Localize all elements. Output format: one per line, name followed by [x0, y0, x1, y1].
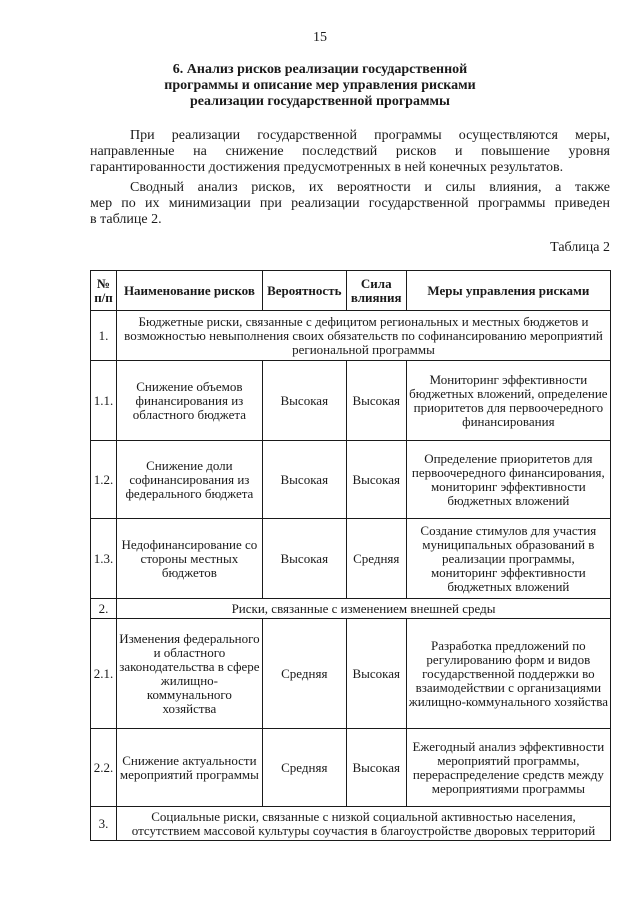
table-caption: Таблица 2 — [550, 240, 610, 255]
risk-impact: Высокая — [346, 441, 406, 519]
paragraph-measures — [90, 128, 610, 176]
page-number: 15 — [313, 30, 327, 45]
section-number: 3. — [91, 807, 117, 841]
row-number: 1.1. — [91, 361, 117, 441]
table-row — [91, 619, 611, 729]
risk-impact: Высокая — [346, 361, 406, 441]
risk-probability: Высокая — [262, 519, 346, 599]
risk-probability: Высокая — [262, 441, 346, 519]
risk-name: Снижение объемов финансирования из областного бюджета — [116, 361, 262, 441]
heading-line: программы и описание мер управления рисками — [164, 78, 476, 93]
section-number: 1. — [91, 311, 117, 361]
paragraph-line: в таблице 2. — [90, 212, 162, 227]
risk-name: Снижение актуальности мероприятий программы — [116, 729, 262, 807]
risk-impact: Высокая — [346, 729, 406, 807]
section-title: Бюджетные риски, связанные с дефицитом региональных и местных бюджетов и возможностью невыполнения своих обязательств по софинансированию мероприятий региональной программы — [116, 311, 610, 361]
section-row — [91, 311, 611, 361]
risk-name: Снижение доли софинансирования из федерального бюджета — [116, 441, 262, 519]
risk-measures: Создание стимулов для участия муниципальных образований в реализации программы, мониторинг эффективности бюджетных вложений — [406, 519, 610, 599]
header-name: Наименование рисков — [116, 271, 262, 311]
paragraph-line: Сводный анализ рисков, их вероятности и силы влияния, а также — [130, 180, 610, 195]
risk-probability: Высокая — [262, 361, 346, 441]
row-number: 2.2. — [91, 729, 117, 807]
risk-measures: Ежегодный анализ эффективности мероприятий программы, перераспределение средств между мероприятиями программы — [406, 729, 610, 807]
paragraph-line: мер по их минимизации при реализации государственной программы приведен — [90, 196, 610, 211]
risk-measures: Мониторинг эффективности бюджетных вложений, определение приоритетов для первоочередного финансирования — [406, 361, 610, 441]
risks-table — [90, 270, 611, 841]
heading-line: 6. Анализ рисков реализации государственной — [172, 62, 468, 77]
paragraph-line: При реализации государственной программы осуществляются меры, — [130, 128, 610, 143]
section-row — [91, 599, 611, 619]
risk-measures: Определение приоритетов для первоочередного финансирования, мониторинг эффективности бюджетных вложений — [406, 441, 610, 519]
risk-impact: Высокая — [346, 619, 406, 729]
section-title: Риски, связанные с изменением внешней среды — [116, 599, 610, 619]
section-number: 2. — [91, 599, 117, 619]
paragraph-line: гарантированности достижения предусмотренных в ней конечных результатов. — [90, 160, 564, 175]
paragraph-line: направленные на снижение последствий рисков и повышение уровня — [90, 144, 610, 159]
risk-probability: Средняя — [262, 619, 346, 729]
heading-line: реализации государственной программы — [190, 94, 450, 109]
section-row — [91, 807, 611, 841]
risk-name: Изменения федерального и областного законодательства в сфере жилищно-коммунального хозяйства — [116, 619, 262, 729]
risk-impact: Средняя — [346, 519, 406, 599]
table-row — [91, 729, 611, 807]
row-number: 2.1. — [91, 619, 117, 729]
row-number: 1.2. — [91, 441, 117, 519]
table-row — [91, 519, 611, 599]
risk-probability: Средняя — [262, 729, 346, 807]
table-header-row — [91, 271, 611, 311]
table-row — [91, 361, 611, 441]
section-heading — [150, 62, 490, 110]
risk-name: Недофинансирование со стороны местных бюджетов — [116, 519, 262, 599]
section-title: Социальные риски, связанные с низкой социальной активностью населения, отсутствием массовой культуры соучастия в благоустройстве дворовых территорий — [116, 807, 610, 841]
risk-measures: Разработка предложений по регулированию форм и видов государственной поддержки во взаимодействии с организациями жилищно-коммунального хозяйства — [406, 619, 610, 729]
header-impact: Сила влияния — [346, 271, 406, 311]
header-probability: Вероятность — [262, 271, 346, 311]
paragraph-summary — [90, 180, 610, 228]
header-num: № п/п — [91, 271, 117, 311]
header-measures: Меры управления рисками — [406, 271, 610, 311]
row-number: 1.3. — [91, 519, 117, 599]
table-row — [91, 441, 611, 519]
